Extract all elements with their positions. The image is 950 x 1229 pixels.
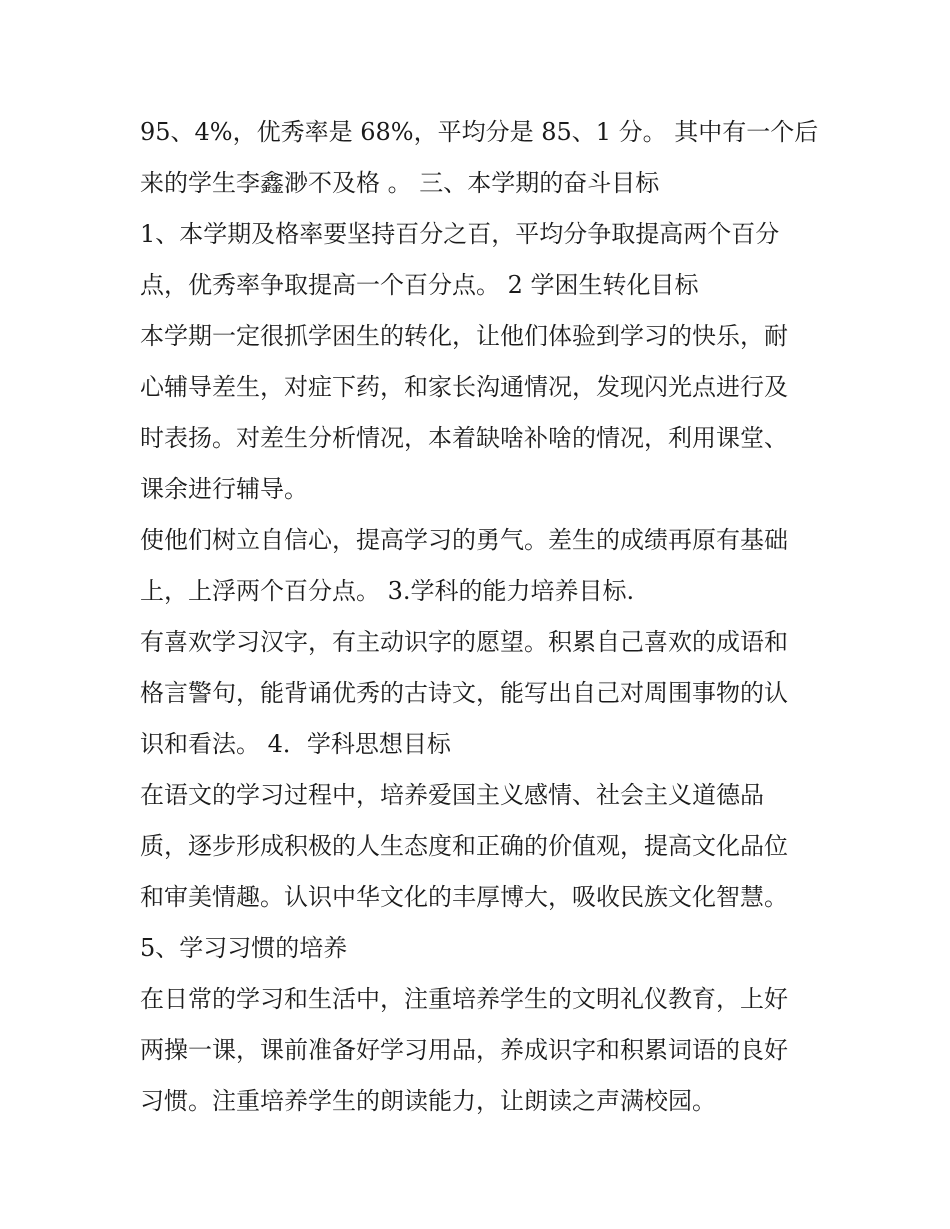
text-line: 95、4%，优秀率是 68%，平均分是 85、1 分。 其中有一个后 [140,118,819,146]
text-line: 课余进行辅导。 [140,475,308,503]
text-line: 习惯。注重培养学生的朗读能力，让朗读之声满校园。 [140,1087,716,1115]
text-line: 本学期一定很抓学困生的转化，让他们体验到学习的快乐，耐 [140,322,788,350]
text-line: 和审美情趣。认识中华文化的丰厚博大，吸收民族文化智慧。 [140,883,788,911]
text-line: 点，优秀率争取提高一个百分点。 2 学困生转化目标 [140,271,699,299]
text-line: 5、学习习惯的培养 [140,934,348,962]
text-line: 两操一课，课前准备好学习用品，养成识字和积累词语的良好 [140,1036,788,1064]
text-line: 1、本学期及格率要坚持百分之百，平均分争取提高两个百分 [140,220,780,248]
text-line: 有喜欢学习汉字，有主动识字的愿望。积累自己喜欢的成语和 [140,628,788,656]
text-line: 格言警句，能背诵优秀的古诗文，能写出自己对周围事物的认 [140,679,788,707]
text-line: 在日常的学习和生活中，注重培养学生的文明礼仪教育，上好 [140,985,788,1013]
text-line: 使他们树立自信心，提高学习的勇气。差生的成绩再原有基础 [140,526,788,554]
text-line: 识和看法。 4．学科思想目标 [140,730,451,758]
text-line: 时表扬。对差生分析情况，本着缺啥补啥的情况，利用课堂、 [140,424,788,452]
text-line: 心辅导差生，对症下药，和家长沟通情况，发现闪光点进行及 [140,373,788,401]
text-line: 来的学生李鑫渺不及格 。 三、本学期的奋斗目标 [140,169,660,197]
text-line: 质，逐步形成积极的人生态度和正确的价值观，提高文化品位 [140,832,788,860]
text-line: 在语文的学习过程中，培养爱国主义感情、社会主义道德品 [140,781,764,809]
text-line: 上，上浮两个百分点。 3.学科的能力培养目标. [140,577,635,605]
document-body [140,107,820,1127]
